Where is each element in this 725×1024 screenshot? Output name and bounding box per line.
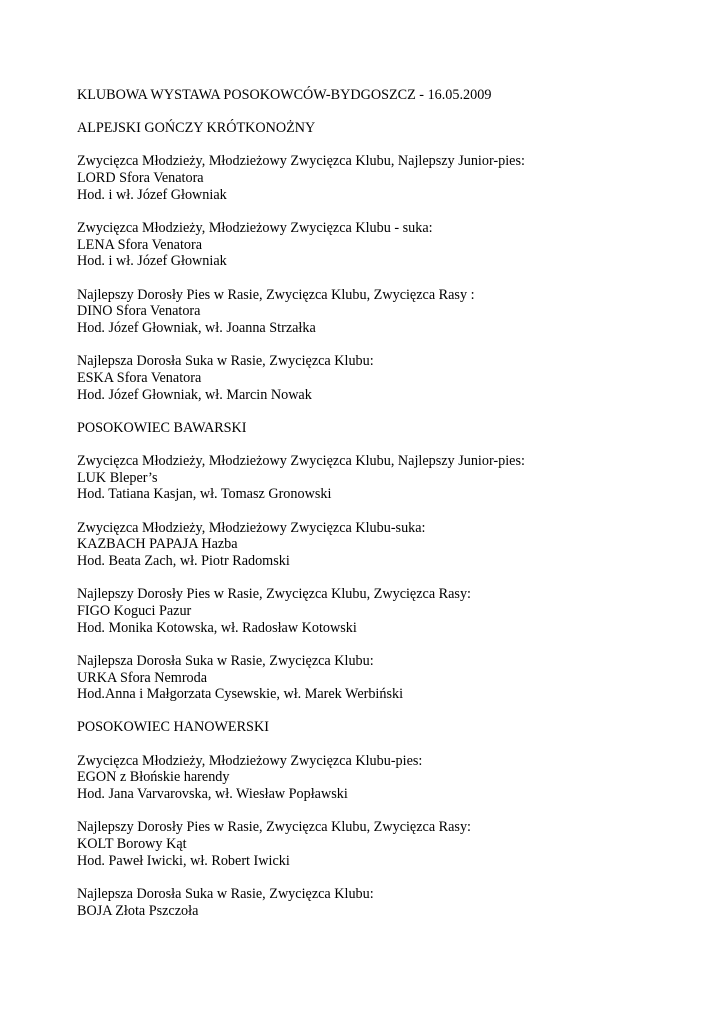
- award-entry: [77, 886, 697, 919]
- dog-name: LENA Sfora Venatora: [77, 236, 203, 253]
- award-entry: [77, 753, 697, 803]
- breeder-owner: Hod. Jana Varvarovska, wł. Wiesław Popławski: [77, 786, 348, 803]
- dog-name: DINO Sfora Venatora: [77, 303, 201, 320]
- award-entry: [77, 220, 697, 270]
- dog-name: EGON z Błońskie harendy: [77, 769, 230, 786]
- breeder-owner: Hod. Monika Kotowska, wł. Radosław Kotowski: [77, 619, 357, 636]
- breed-heading: POSOKOWIEC HANOWERSKI: [77, 719, 269, 736]
- award-entry: [77, 653, 697, 703]
- dog-name: LUK Bleper’s: [77, 469, 158, 486]
- breed-section: [77, 120, 697, 403]
- breeder-owner: Hod. Beata Zach, wł. Piotr Radomski: [77, 553, 290, 570]
- award-entry: [77, 520, 697, 570]
- dog-name: LORD Sfora Venatora: [77, 170, 204, 187]
- dog-name: URKA Sfora Nemroda: [77, 669, 208, 686]
- dog-name: ESKA Sfora Venatora: [77, 369, 202, 386]
- award-title: Zwycięzca Młodzieży, Młodzieżowy Zwycięzca Klubu, Najlepszy Junior-pies:: [77, 453, 525, 470]
- breed-heading: POSOKOWIEC BAWARSKI: [77, 419, 247, 436]
- award-entry: [77, 453, 697, 503]
- award-title: Najlepszy Dorosły Pies w Rasie, Zwycięzca Klubu, Zwycięzca Rasy:: [77, 586, 471, 603]
- breeder-owner: Hod. Józef Głowniak, wł. Joanna Strzałka: [77, 320, 316, 337]
- award-title: Najlepszy Dorosły Pies w Rasie, Zwycięzca Klubu, Zwycięzca Rasy :: [77, 286, 475, 303]
- breeder-owner: Hod. i wł. Józef Głowniak: [77, 253, 227, 270]
- document-page: [77, 87, 697, 936]
- award-title: Zwycięzca Młodzieży, Młodzieżowy Zwycięzca Klubu-suka:: [77, 519, 426, 536]
- breed-section: [77, 420, 697, 703]
- award-title: Najlepsza Dorosła Suka w Rasie, Zwycięzca Klubu:: [77, 353, 374, 370]
- dog-name: BOJA Złota Pszczoła: [77, 902, 199, 919]
- breeder-owner: Hod. Józef Głowniak, wł. Marcin Nowak: [77, 386, 312, 403]
- dog-name: KOLT Borowy Kąt: [77, 836, 187, 852]
- award-title: Najlepszy Dorosły Pies w Rasie, Zwycięzca Klubu, Zwycięzca Rasy:: [77, 819, 471, 836]
- award-entry: [77, 287, 697, 337]
- award-title: Najlepsza Dorosła Suka w Rasie, Zwycięzca Klubu:: [77, 885, 374, 902]
- award-title: Zwycięzca Młodzieży, Młodzieżowy Zwycięzca Klubu-pies:: [77, 752, 423, 769]
- breeder-owner: Hod. i wł. Józef Głowniak: [77, 186, 227, 203]
- award-entry: [77, 819, 697, 869]
- breed-heading: ALPEJSKI GOŃCZY KRÓTKONOŻNY: [77, 120, 316, 137]
- award-title: Zwycięzca Młodzieży, Młodzieżowy Zwycięzca Klubu, Najlepszy Junior-pies:: [77, 153, 525, 170]
- breeder-owner: Hod. Tatiana Kasjan, wł. Tomasz Gronowski: [77, 486, 332, 503]
- award-entry: [77, 153, 697, 203]
- document-title: KLUBOWA WYSTAWA POSOKOWCÓW-BYDGOSZCZ - 16.05.2009: [77, 87, 492, 103]
- award-entry: [77, 353, 697, 403]
- breed-section: [77, 719, 697, 919]
- breeder-owner: Hod. Paweł Iwicki, wł. Robert Iwicki: [77, 852, 290, 869]
- award-title: Zwycięzca Młodzieży, Młodzieżowy Zwycięzca Klubu - suka:: [77, 220, 433, 237]
- award-entry: [77, 586, 697, 636]
- award-title: Najlepsza Dorosła Suka w Rasie, Zwycięzca Klubu:: [77, 652, 374, 669]
- breeder-owner: Hod.Anna i Małgorzata Cysewskie, wł. Marek Werbiński: [77, 686, 404, 703]
- dog-name: KAZBACH PAPAJA Hazba: [77, 536, 238, 553]
- dog-name: FIGO Koguci Pazur: [77, 602, 192, 619]
